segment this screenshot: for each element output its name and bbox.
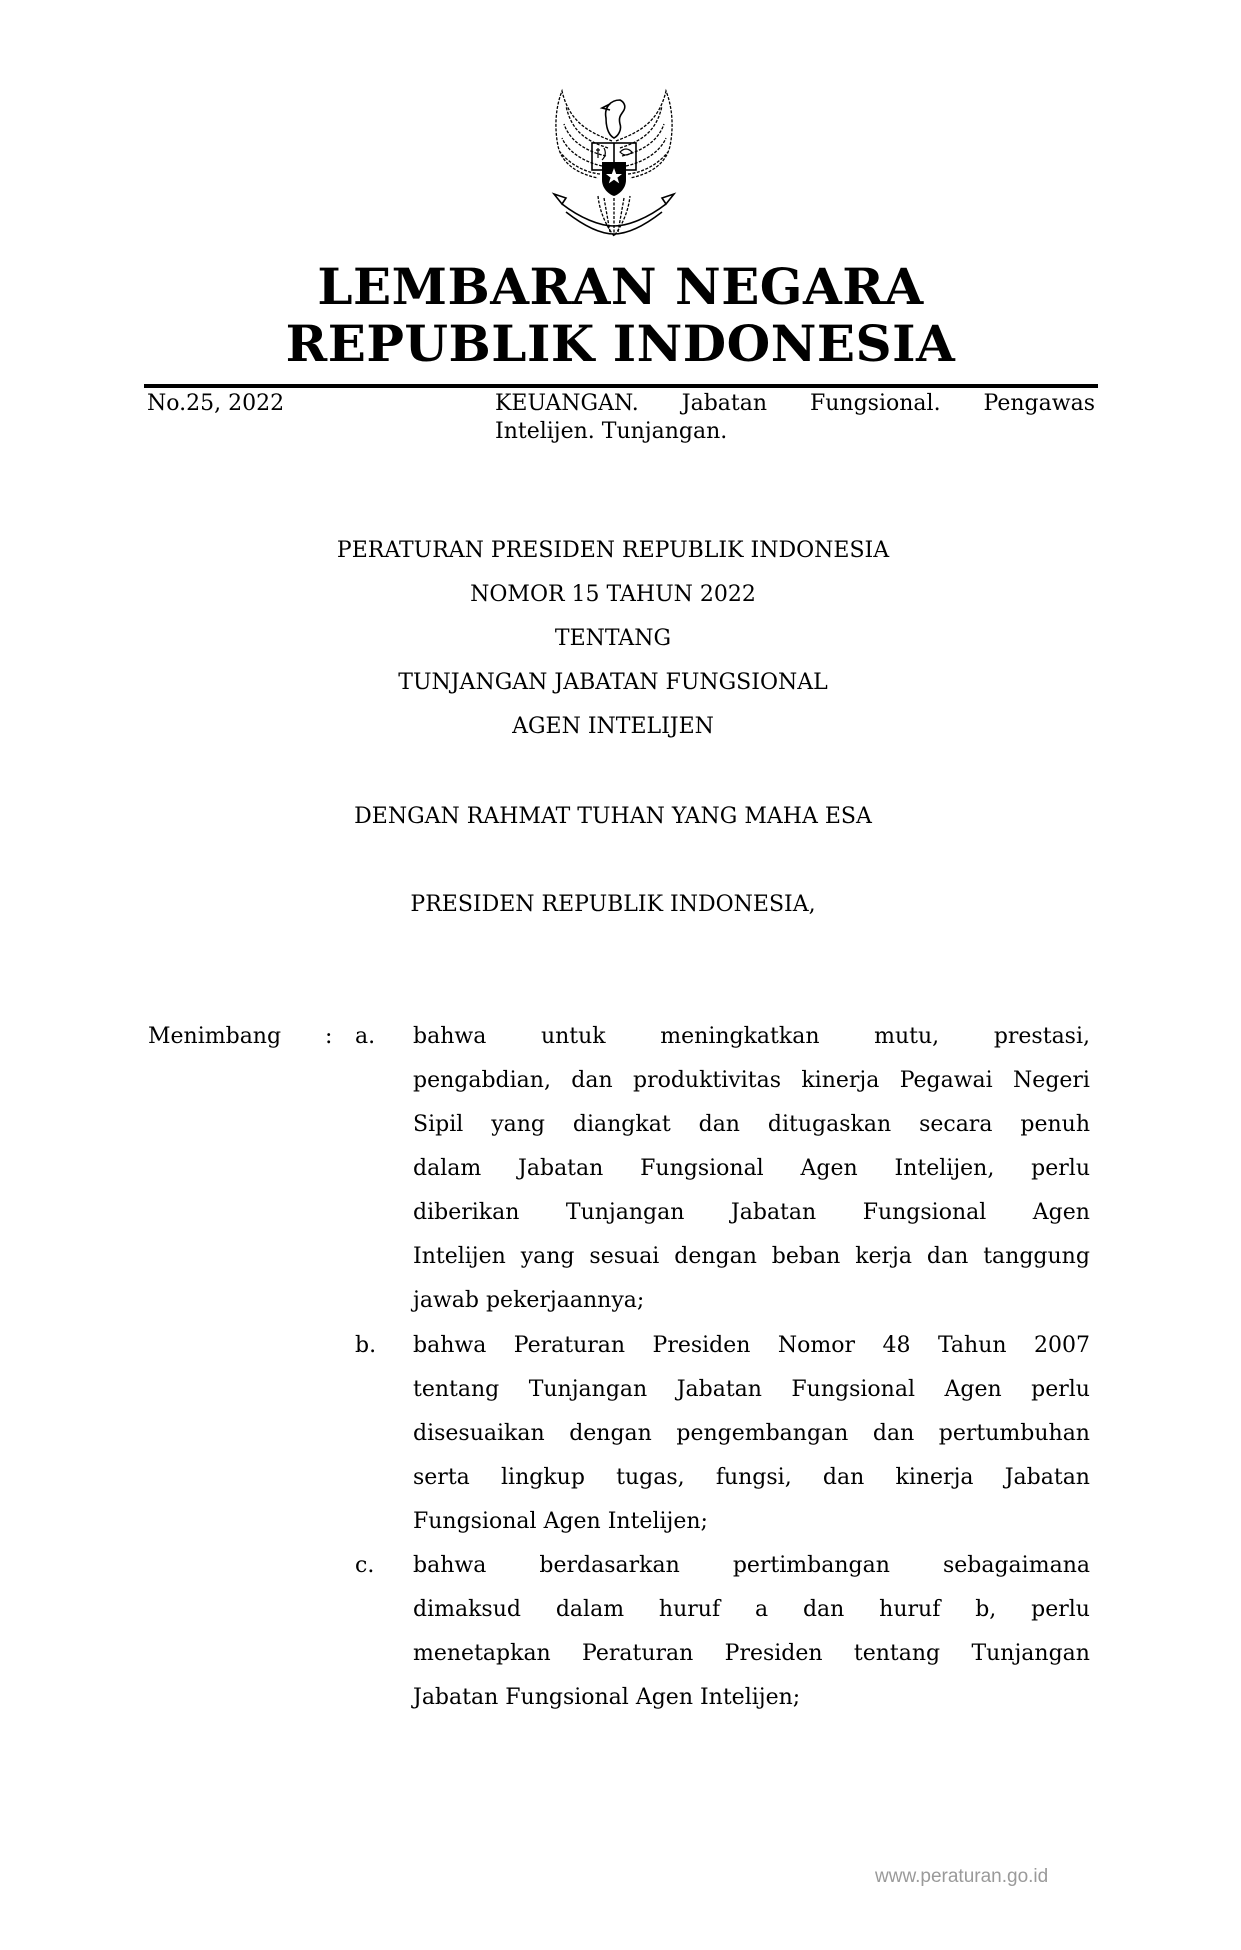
- item-a-line: Sipil yang diangkat dan ditugaskan secara penuh: [413, 1112, 1090, 1137]
- item-c-line: bahwa berdasarkan pertimbangan sebagaimana: [413, 1553, 1090, 1578]
- item-b-line: tentang Tunjangan Jabatan Fungsional Agen perlu: [413, 1377, 1090, 1402]
- considering-item-c: [413, 1544, 1090, 1720]
- gazette-title-line2: REPUBLIK INDONESIA: [285, 314, 956, 373]
- regulation-number: NOMOR 15 TAHUN 2022: [470, 582, 756, 607]
- considering-item-b: [413, 1324, 1090, 1544]
- gazette-subject-line2: Intelijen. Tunjangan.: [495, 419, 728, 444]
- item-letter-c: c.: [355, 1553, 375, 1578]
- gazette-subject: [495, 390, 1095, 446]
- item-letter-b: b.: [355, 1333, 377, 1358]
- item-a-line: Intelijen yang sesuai dengan beban kerja dan tanggung: [413, 1244, 1090, 1269]
- item-b-line: bahwa Peraturan Presiden Nomor 48 Tahun 2007: [413, 1333, 1090, 1358]
- item-a-line: jawab pekerjaannya;: [413, 1288, 645, 1313]
- gazette-number: No.25, 2022: [147, 391, 285, 416]
- garuda-emblem-icon: [540, 86, 688, 244]
- item-c-line: dimaksud dalam huruf a dan huruf b, perlu: [413, 1597, 1090, 1622]
- item-a-line: pengabdian, dan produktivitas kinerja Pegawai Negeri: [413, 1068, 1090, 1093]
- gazette-title-line1: LEMBARAN NEGARA: [317, 257, 924, 316]
- footer-website-link[interactable]: www.peraturan.go.id: [875, 1866, 1049, 1887]
- item-b-line: Fungsional Agen Intelijen;: [413, 1509, 708, 1534]
- considering-colon: :: [325, 1024, 333, 1049]
- item-a-line: dalam Jabatan Fungsional Agen Intelijen, perlu: [413, 1156, 1090, 1181]
- item-c-line: menetapkan Peraturan Presiden tentang Tunjangan: [413, 1641, 1090, 1666]
- item-a-line: diberikan Tunjangan Jabatan Fungsional Agen: [413, 1200, 1090, 1225]
- considering-label: Menimbang: [148, 1024, 282, 1049]
- item-b-line: disesuaikan dengan pengembangan dan pertumbuhan: [413, 1421, 1090, 1446]
- item-c-line: Jabatan Fungsional Agen Intelijen;: [413, 1685, 801, 1710]
- regulation-heading: [0, 529, 1226, 749]
- item-b-line: serta lingkup tugas, fungsi, dan kinerja Jabatan: [413, 1465, 1090, 1490]
- considering-item-a: [413, 1015, 1090, 1323]
- blessing-line: DENGAN RAHMAT TUHAN YANG MAHA ESA: [354, 804, 872, 829]
- regulation-type: PERATURAN PRESIDEN REPUBLIK INDONESIA: [336, 538, 890, 563]
- item-letter-a: a.: [355, 1024, 376, 1049]
- item-a-line: bahwa untuk meningkatkan mutu, prestasi,: [413, 1024, 1090, 1049]
- president-line: PRESIDEN REPUBLIK INDONESIA,: [410, 892, 816, 917]
- gazette-subject-line1: KEUANGAN. Jabatan Fungsional. Pengawas: [495, 391, 1095, 416]
- header-divider: [144, 384, 1098, 388]
- regulation-subject-line2: AGEN INTELIJEN: [512, 714, 714, 739]
- regulation-about: TENTANG: [554, 626, 672, 651]
- regulation-subject-line1: TUNJANGAN JABATAN FUNGSIONAL: [398, 670, 828, 695]
